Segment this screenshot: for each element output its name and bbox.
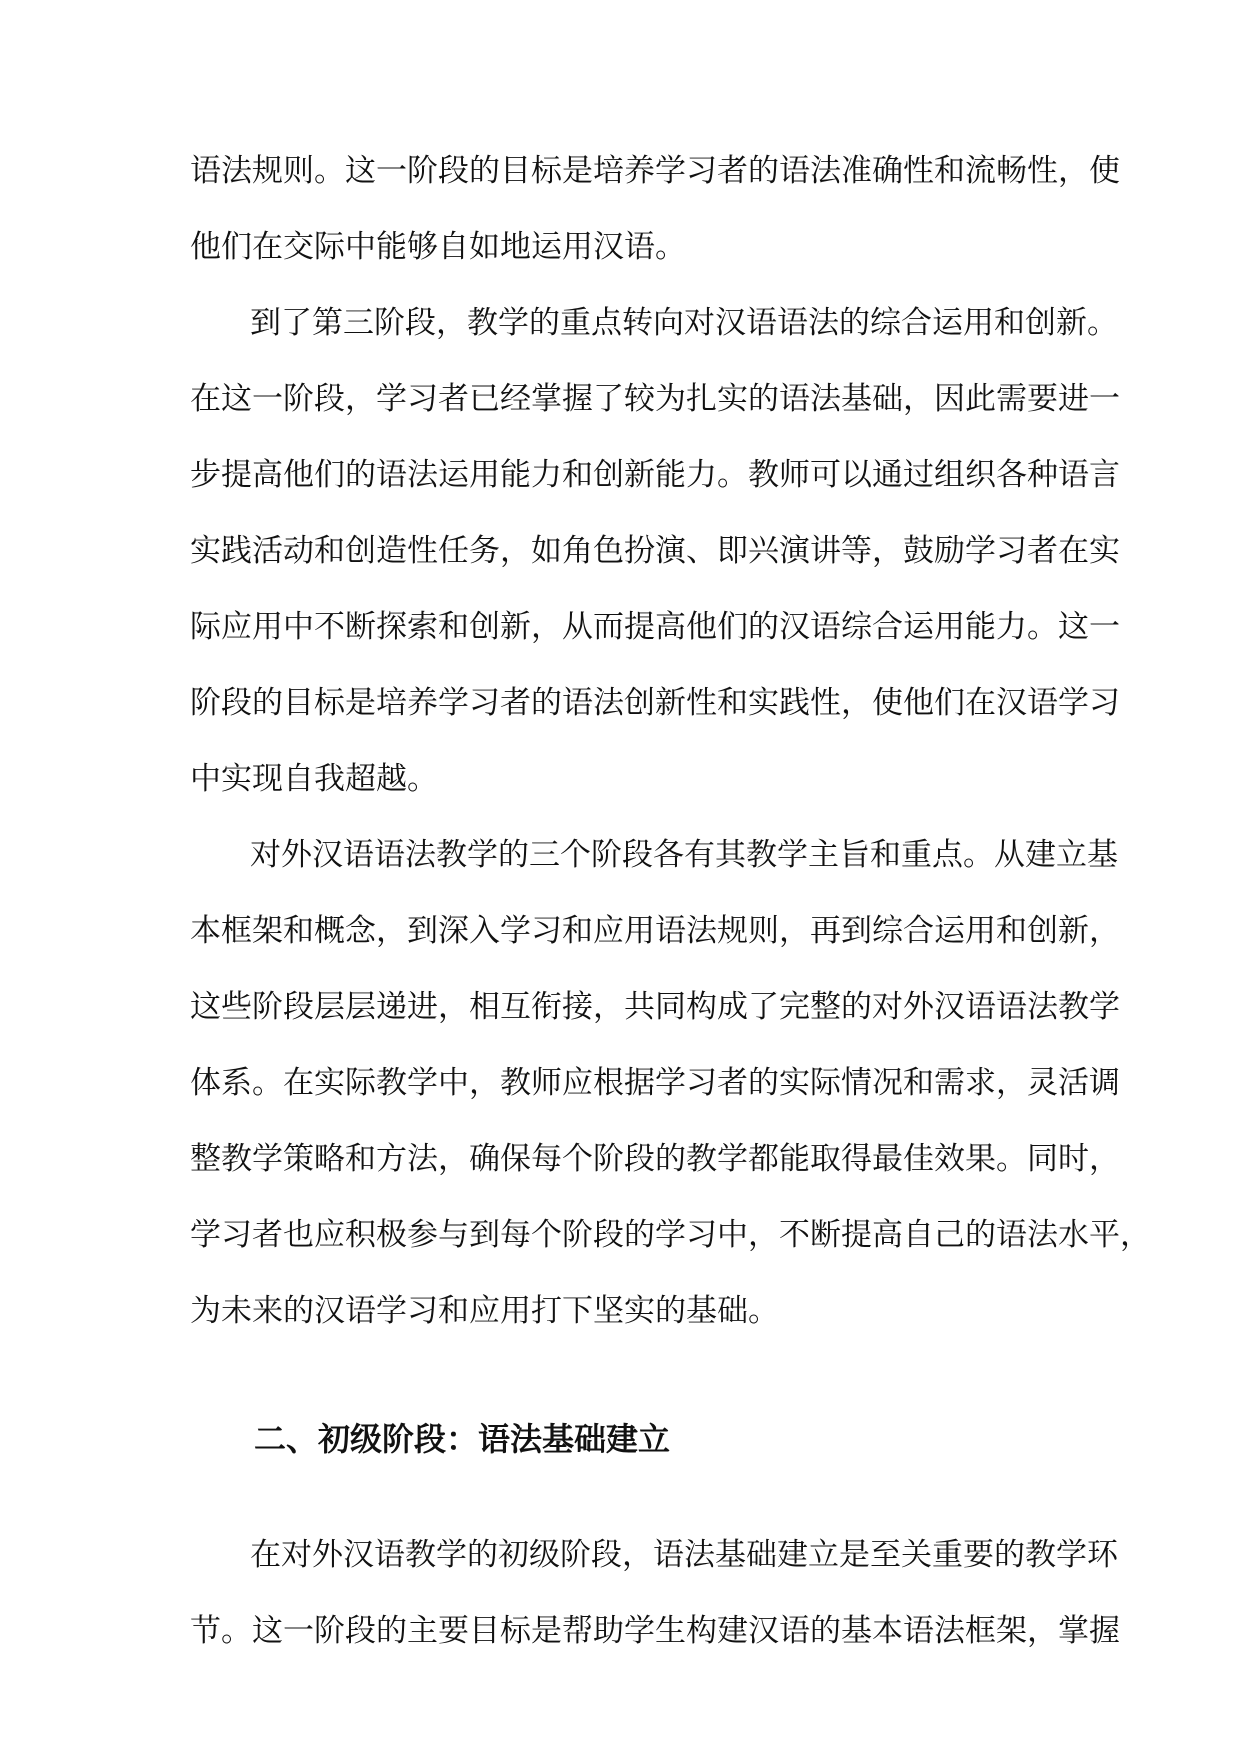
text-line: 实践活动和创造性任务，如角色扮演、即兴演讲等，鼓励学习者在实: [190, 533, 1120, 569]
text-line: 整教学策略和方法，确保每个阶段的教学都能取得最佳效果。同时，: [190, 1141, 1120, 1177]
text-line: 体系。在实际教学中，教师应根据学习者的实际情况和需求，灵活调: [190, 1065, 1120, 1101]
text-line: 在这一阶段，学习者已经掌握了较为扎实的语法基础，因此需要进一: [190, 381, 1120, 417]
text-line: 步提高他们的语法运用能力和创新能力。教师可以通过组织各种语言: [190, 457, 1120, 493]
text-line: 际应用中不断探索和创新，从而提高他们的汉语综合运用能力。这一: [190, 609, 1120, 645]
text-line: 到了第三阶段，教学的重点转向对汉语语法的综合运用和创新。: [250, 305, 1118, 341]
text-line: 这些阶段层层递进，相互衔接，共同构成了完整的对外汉语语法教学: [190, 989, 1120, 1025]
text-line: 在对外汉语教学的初级阶段，语法基础建立是至关重要的教学环: [250, 1537, 1118, 1573]
text-line: 他们在交际中能够自如地运用汉语。: [190, 229, 686, 265]
section-heading: 二、初级阶段：语法基础建立: [254, 1420, 671, 1458]
text-line: 学习者也应积极参与到每个阶段的学习中，不断提高自己的语法水平，: [190, 1217, 1151, 1253]
text-line: 语法规则。这一阶段的目标是培养学习者的语法准确性和流畅性，使: [190, 153, 1120, 189]
text-line: 阶段的目标是培养学习者的语法创新性和实践性，使他们在汉语学习: [190, 685, 1120, 721]
text-line: 对外汉语语法教学的三个阶段各有其教学主旨和重点。从建立基: [250, 837, 1118, 873]
text-line: 节。这一阶段的主要目标是帮助学生构建汉语的基本语法框架，掌握: [190, 1613, 1120, 1649]
document-body: [190, 142, 1151, 1678]
text-line: 中实现自我超越。: [190, 761, 438, 797]
text-line: 为未来的汉语学习和应用打下坚实的基础。: [190, 1293, 779, 1329]
text-line: 本框架和概念，到深入学习和应用语法规则，再到综合运用和创新，: [190, 913, 1120, 949]
